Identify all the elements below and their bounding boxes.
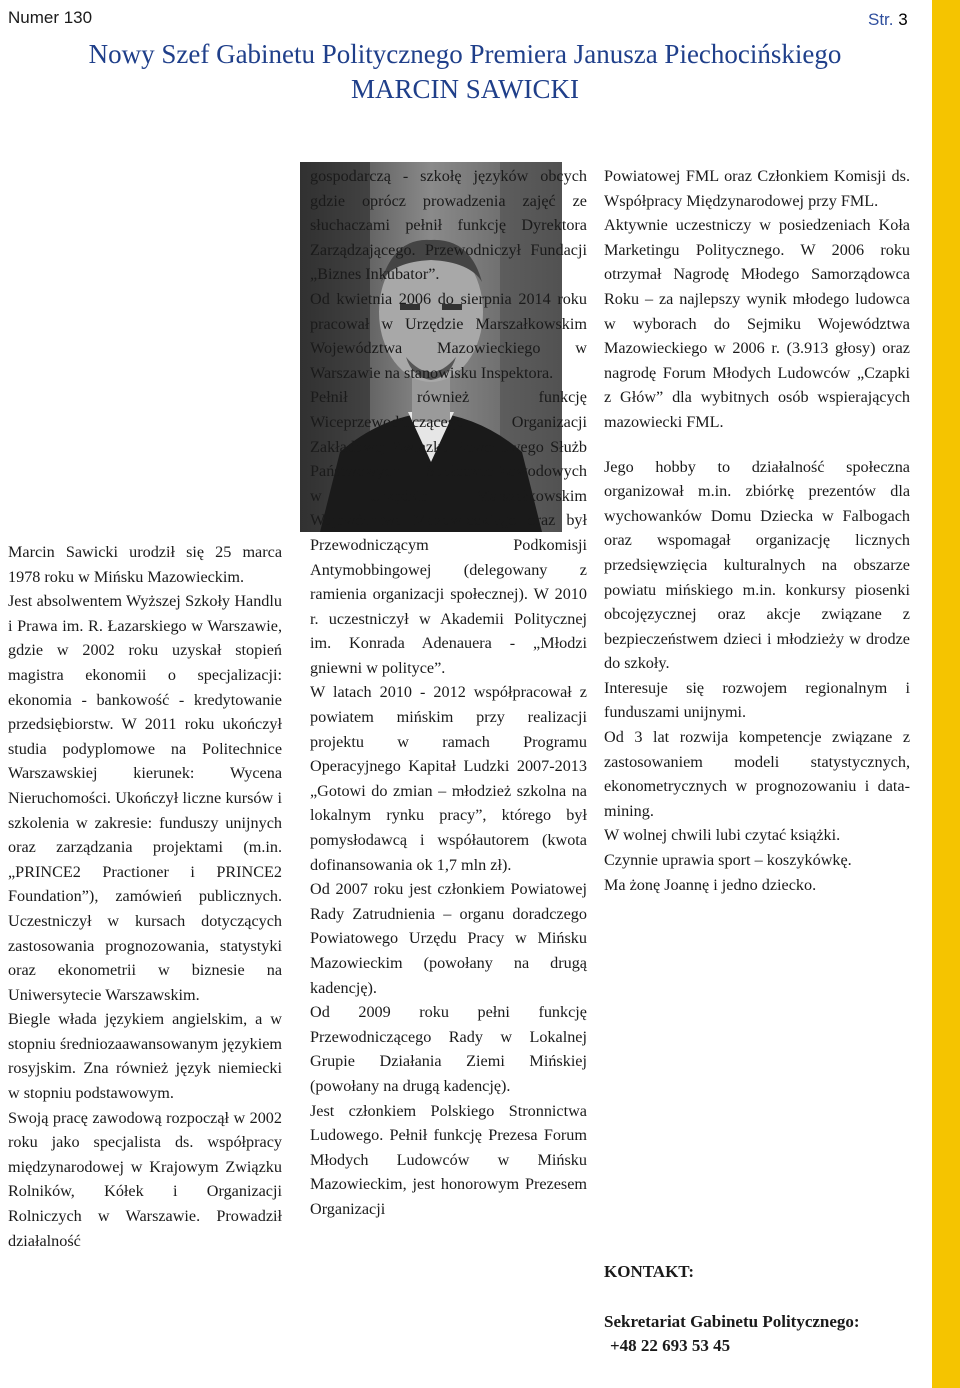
col2-paragraph: Jest członkiem Polskiego Stronnictwa Ludowego. Pełnił funkcję Prezesa Forum Młodych Ludowców w Mińsku Mazowieckim, jest honorowym Prezesem Organizacji	[310, 1101, 587, 1218]
col2-paragraph: Pełnił również funkcję Wiceprzewodniczącego Organizacji Zakładowej Związku Zawodowego Służb Państwowych i Społeczno-Zawodowych w Urzędzie Marszałkowskim Województwa Mazowieckiego oraz był Przewodniczącym Podkomisji Antymobbingowej (delegowany z ramienia organizacji społecznej). W 2010 r. uczestniczył w Akademii Politycznej im. Konrada Adenauera - „Młodzi gniewni w polityce”.	[310, 388, 587, 677]
col2-paragraph: Od 2007 roku jest członkiem Powiatowej Rady Zatrudnienia – organu doradczego Powiatowego Urzędu Pracy w Mińsku Mazowieckim (powołany na drugą kadencję).	[310, 880, 587, 997]
col1-paragraph: Swoją pracę zawodową rozpoczął w 2002 roku jako specjalista ds. współpracy międzynarodowej w Krajowym Związku Rolników, Kółek i Organizacji Rolniczych w Warszawie. Prowadził działalność	[8, 1108, 282, 1250]
page-prefix: Str.	[868, 10, 894, 29]
col3-paragraph: Od 3 lat rozwija kompetencje związane z zastosowaniem modeli statystycznych, ekonometrycznych w prognozowaniu i data-mining.	[604, 728, 910, 820]
col3-paragraph: Interesuje się rozwojem regionalnym i funduszami unijnymi.	[604, 678, 910, 722]
col3-paragraph: Aktywnie uczestniczy w posiedzeniach Koła Marketingu Politycznego. W 2006 roku otrzymał Nagrodę Młodego Samorządowca Roku – za najlepszy wynik młodego ludowca w wyborach do Sejmiku Województwa Mazowieckiego w 2006 r. (3.913 głosy) oraz nagrodę Forum Młodych Ludowców „Czapki z Głów” dla wybitnych osób wspierających mazowiecki FML.	[604, 216, 910, 431]
contact-heading: KONTAKT:	[604, 1262, 695, 1281]
contact-office: Sekretariat Gabinetu Politycznego:	[604, 1312, 860, 1331]
contact-block	[604, 1310, 860, 1358]
yellow-side-bar	[932, 0, 960, 1388]
article-title: Nowy Szef Gabinetu Politycznego Premiera Janusza Piechocińskiego	[88, 39, 842, 69]
col3-paragraph: W wolnej chwili lubi czytać książki.	[604, 826, 841, 845]
column-left	[8, 540, 282, 1253]
col3-paragraph: Ma żonę Joannę i jedno dziecko.	[604, 875, 817, 894]
col1-paragraph: Jest absolwentem Wyższej Szkoły Handlu i Prawa im. R. Łazarskiego w Warszawie, gdzie w 2002 roku uzyskał stopień magistra ekonomii o specjalizacji: ekonomia - bankowość - kredytowanie przedsiębiorstw. W 2011 roku ukończył studia podyplomowe na Politechnice Warszawskiej kierunek: Wycena Nieruchomości. Ukończył liczne kursów i szkolenia w zakresie: funduszy unijnych oraz zarządzania projektami (m.in. „PRINCE2 Practioner i PRINCE2 Foundation”), zamówień publicznych. Uczestniczył w kursach dotyczących zastosowania prognozowania, statystyki oraz ekonometrii w biznesie na Uniwersytecie Warszawskim.	[8, 592, 282, 1004]
col1-paragraph: Biegle włada językiem angielskim, a w stopniu średniozaawansowanym językiem rosyjskim. Zna również język niemiecki w stopniu podstawowym.	[8, 1010, 282, 1103]
col2-paragraph: Od 2009 roku pełni funkcję Przewodniczącego Rady w Lokalnej Grupie Działania Ziemi Mińskiej (powołany na drugą kadencję).	[310, 1003, 587, 1095]
page-number	[868, 10, 908, 30]
col2-paragraph: gospodarczą - szkołę języków obcych gdzie oprócz prowadzenia zajęć ze słuchaczami pełnił funkcję Dyrektora Zarządzającego. Przewodniczył Fundacji „Biznes Inkubator”.	[310, 167, 587, 284]
col3-paragraph: Czynnie uprawia sport – koszykówkę.	[604, 851, 852, 870]
column-right	[604, 164, 910, 897]
col2-paragraph: W latach 2010 - 2012 współpracował z powiatem mińskim przy realizacji projektu w ramach Programu Operacyjnego Kapitał Ludzki 2007-2013 „Gotowi do zmian – młodzież szkolna na lokalnym rynku pracy”, którego był pomysłodawcą i współautorem (kwota dofinansowania ok 1,7 mln zł).	[310, 683, 587, 874]
paragraph-gap	[604, 435, 910, 455]
col2-paragraph: Od kwietnia 2006 do sierpnia 2014 roku pracował w Urzędzie Marszałkowskim Województwa Mazowieckiego w Warszawie na stanowisku Inspektora.	[310, 289, 587, 382]
contact-phone: +48 22 693 53 45	[610, 1336, 731, 1355]
col3-paragraph: Powiatowej FML oraz Członkiem Komisji ds. Współpracy Międzynarodowej przy FML.	[604, 167, 910, 210]
page-number-value: 3	[898, 10, 908, 29]
article-subtitle: MARCIN SAWICKI	[350, 74, 580, 104]
column-middle	[310, 164, 587, 1222]
col1-paragraph: Marcin Sawicki urodził się 25 marca 1978 roku w Mińsku Mazowieckim.	[8, 543, 282, 586]
col3-paragraph: Jego hobby to działalność społeczna organizował m.in. zbiórkę prezentów dla wychowanków Domu Dziecka w Falbogach oraz wspomagał organizację licznych przedsięwzięcia kulturalnych na obszarze powiatu mińskiego m.in. konkursy piosenki obcojęzycznej oraz akcje związane z bezpieczeństwem dzieci i młodzieży w drodze do szkoły.	[604, 457, 910, 673]
issue-number: Numer 130	[8, 8, 93, 27]
